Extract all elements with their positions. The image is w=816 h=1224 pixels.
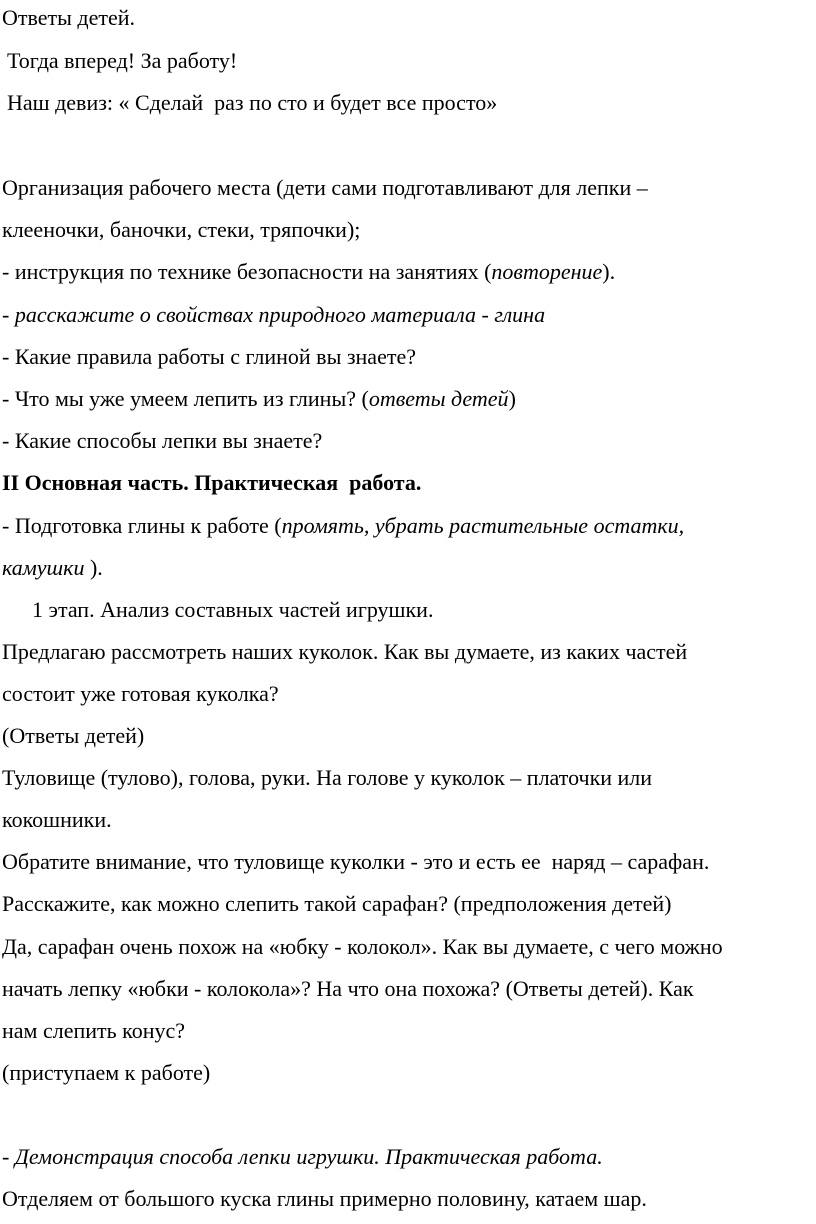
italic-text: промять, убрать растительные остатки, bbox=[281, 513, 685, 538]
text-run: ) bbox=[508, 386, 516, 411]
text-line: клееночки, баночки, стеки, тряпочки); bbox=[2, 217, 361, 242]
text-line bbox=[2, 386, 516, 412]
bold-text: II Основная часть. Практическая работа. bbox=[2, 470, 422, 495]
text-line bbox=[2, 555, 103, 581]
text-line: начать лепку «юбки - колокола»? На что она похожа? (Ответы детей). Как bbox=[2, 976, 694, 1001]
italic-text: Демонстрация способа лепки игрушки. Практическая работа. bbox=[14, 1144, 603, 1169]
italic-text: ответы детей bbox=[368, 386, 509, 411]
text-line: - Какие способы лепки вы знаете? bbox=[2, 428, 323, 453]
text-run: ). bbox=[84, 555, 103, 580]
text-line: Да, сарафан очень похож на «юбку - колокол». Как вы думаете, с чего можно bbox=[2, 934, 723, 959]
text-line: - Какие правила работы с глиной вы знаете? bbox=[2, 344, 416, 369]
text-line: Наш девиз: « Сделай раз по сто и будет все просто» bbox=[7, 90, 498, 115]
text-line: кокошники. bbox=[2, 807, 112, 832]
text-line bbox=[2, 1144, 603, 1170]
text-run: - инструкция по технике безопасности на занятиях ( bbox=[2, 259, 492, 284]
italic-text: расскажите о свойствах природного материала - глина bbox=[14, 302, 546, 327]
text-line: Ответы детей. bbox=[2, 5, 136, 30]
italic-text: камушки bbox=[2, 555, 85, 580]
text-run: ). bbox=[602, 259, 616, 284]
text-line bbox=[2, 259, 615, 285]
text-line: Туловище (тулово), голова, руки. На голове у куколок – платочки или bbox=[2, 765, 653, 790]
text-line: Расскажите, как можно слепить такой сарафан? (предположения детей) bbox=[2, 891, 672, 916]
text-line: Предлагаю рассмотреть наших куколок. Как вы думаете, из каких частей bbox=[2, 639, 688, 664]
text-line bbox=[2, 513, 684, 539]
text-line: Отделяем от большого куска глины примерно половину, катаем шар. bbox=[2, 1186, 647, 1211]
italic-text: повторение bbox=[491, 259, 603, 284]
text-run: - Что мы уже умеем лепить из глины? ( bbox=[2, 386, 369, 411]
section-heading bbox=[2, 470, 421, 496]
text-line: Обратите внимание, что туловище куколки - это и есть ее наряд – сарафан. bbox=[2, 849, 710, 874]
text-run: - bbox=[2, 1144, 15, 1169]
text-line bbox=[2, 302, 545, 328]
text-run: - bbox=[2, 302, 15, 327]
text-line: (Ответы детей) bbox=[2, 723, 145, 748]
text-line: Тогда вперед! За работу! bbox=[7, 48, 238, 73]
stage-heading: 1 этап. Анализ составных частей игрушки. bbox=[32, 597, 434, 622]
text-line: (приступаем к работе) bbox=[2, 1060, 211, 1085]
text-line: нам слепить конус? bbox=[2, 1018, 186, 1043]
text-line: состоит уже готовая куколка? bbox=[2, 681, 279, 706]
text-run: - Подготовка глины к работе ( bbox=[2, 513, 282, 538]
text-line: Организация рабочего места (дети сами подготавливают для лепки – bbox=[2, 175, 648, 200]
